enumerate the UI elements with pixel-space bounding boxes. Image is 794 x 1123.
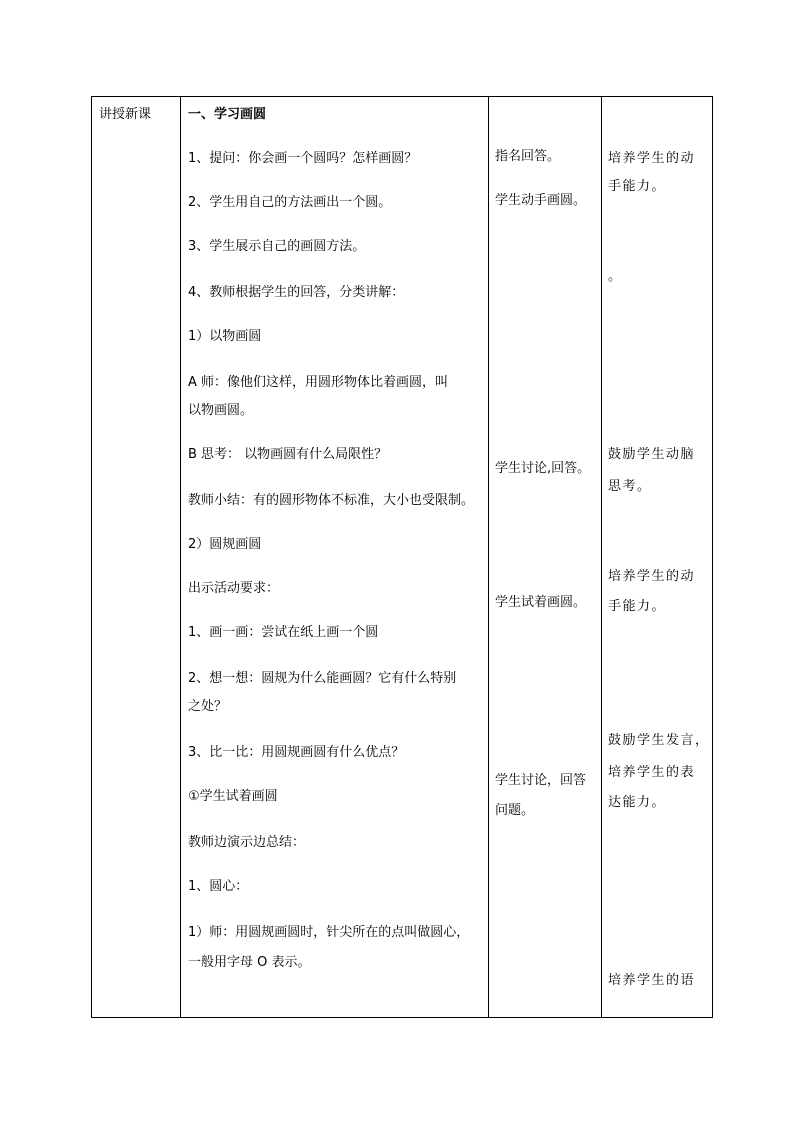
content-line: B 思考： 以物画圆有什么局限性？ [188, 447, 388, 462]
design-intent: 鼓励学生发言， [608, 733, 710, 748]
design-intent: 培养学生的动 [608, 151, 696, 166]
design-intent: 思考。 [608, 479, 652, 494]
student-activity: 学生讨论，回答 [495, 773, 587, 788]
design-intent: 。 [608, 269, 623, 284]
content-line: 2、学生用自己的方法画出一个圆。 [188, 195, 392, 210]
student-activity: 学生动手画圆。 [495, 193, 587, 208]
student-activity: 学生讨论,回答。 [495, 461, 591, 476]
content-line: 1、画一画：尝试在纸上画一个圆 [188, 625, 379, 640]
design-intent: 达能力。 [608, 795, 667, 810]
content-line: A 师：像他们这样，用圆形物体比着画圆，叫 [188, 375, 449, 390]
column-divider [180, 97, 181, 1017]
column-divider [601, 97, 602, 1017]
content-line: 1、提问：你会画一个圆吗？怎样画圆？ [188, 151, 418, 166]
content-line: 1、圆心： [188, 879, 249, 894]
student-activity: 指名回答。 [495, 149, 561, 164]
content-line: 教师小结：有的圆形物体不标准，大小也受限制。 [188, 493, 475, 508]
content-line: 一般用字母 O 表示。 [188, 955, 311, 970]
lesson-plan-table [91, 96, 713, 1018]
content-line: 之处？ [188, 699, 228, 714]
content-line: 3、学生展示自己的画圆方法。 [188, 239, 366, 254]
content-line: 出示活动要求： [188, 581, 280, 596]
design-intent: 手能力。 [608, 179, 667, 194]
content-line: 2）圆规画圆 [188, 537, 262, 552]
design-intent: 培养学生的动 [608, 569, 696, 584]
design-intent: 手能力。 [608, 599, 667, 614]
section-heading: 一、学习画圆 [188, 107, 267, 122]
student-activity: 问题。 [495, 803, 535, 818]
content-line: 1）以物画圆 [188, 329, 262, 344]
content-line: 教师边演示边总结： [188, 835, 306, 850]
content-line: 3、比一比：用圆规画圆有什么优点？ [188, 745, 405, 760]
content-line: 2、想一想：圆规为什么能画圆？它有什么特别 [188, 671, 457, 686]
section-label: 讲授新课 [99, 107, 152, 122]
content-line: 1）师：用圆规画圆时，针尖所在的点叫做圆心， [188, 925, 470, 940]
content-line: 以物画圆。 [188, 403, 254, 418]
design-intent: 鼓励学生动脑 [608, 447, 696, 462]
student-activity: 学生试着画圆。 [495, 595, 587, 610]
column-divider [488, 97, 489, 1017]
design-intent: 培养学生的表 [608, 765, 696, 780]
content-line: 4、教师根据学生的回答，分类讲解： [188, 285, 405, 300]
content-line: ①学生试着画圆 [188, 789, 278, 804]
design-intent: 培养学生的语 [608, 973, 696, 988]
